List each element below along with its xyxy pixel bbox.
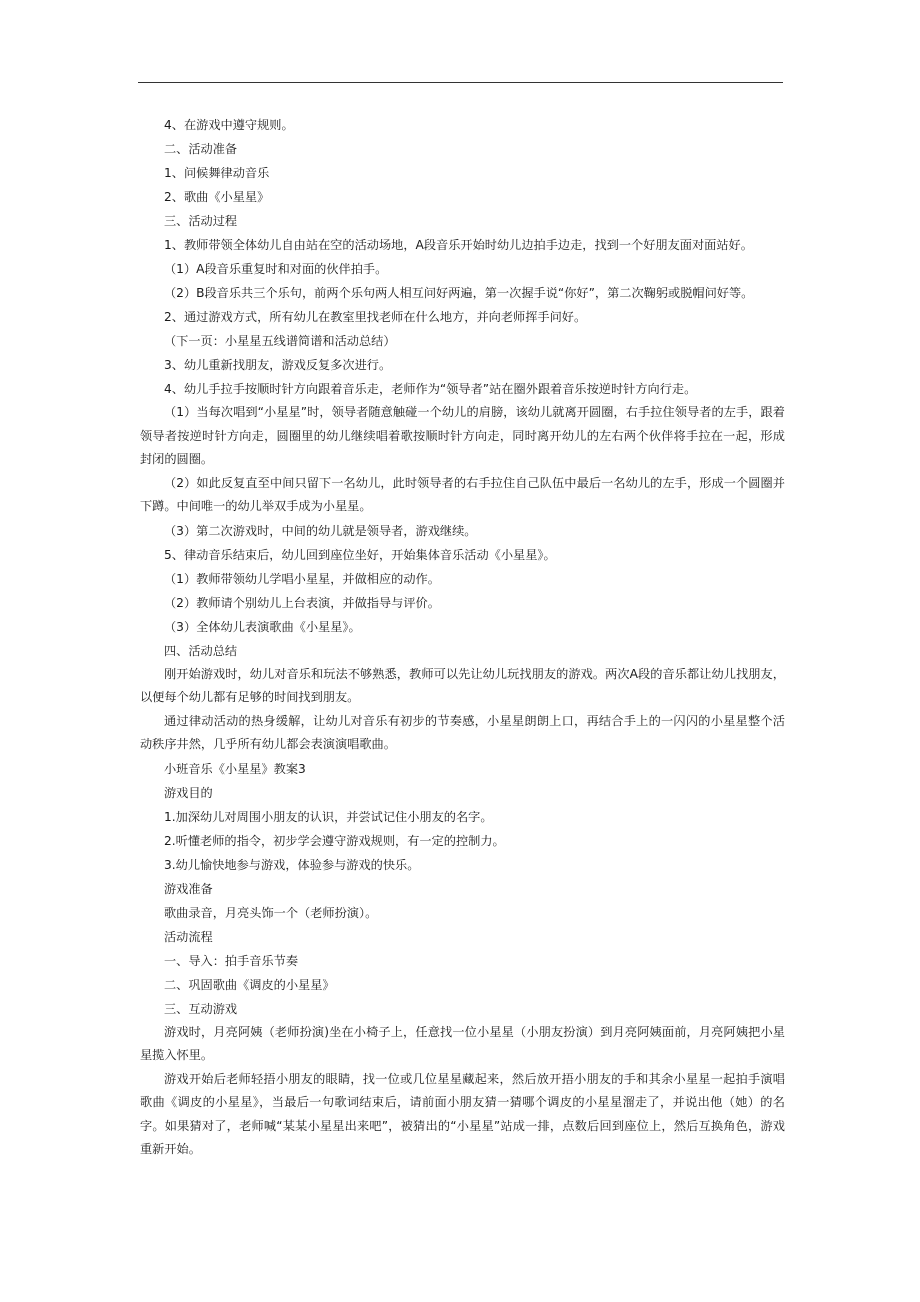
text-line: 游戏目的 xyxy=(164,785,213,800)
text-line: 三、互动游戏 xyxy=(164,1001,238,1016)
text-line: 2.听懂老师的指令，初步学会遵守游戏规则，有一定的控制力。 xyxy=(164,833,505,848)
text-line: 3.幼儿愉快地参与游戏，体验参与游戏的快乐。 xyxy=(164,857,420,872)
text-line: （1）A段音乐重复时和对面的伙伴拍手。 xyxy=(164,262,388,276)
text-line: 二、活动准备 xyxy=(164,142,238,156)
text-line: 一、导入：拍手音乐节奏 xyxy=(164,953,299,968)
paragraph: （2）如此反复直至中间只留下一名幼儿，此时领导者的右手拉住自己队伍中最后一名幼儿的左手，形成一个圆圈并下蹲。中间唯一的幼儿举双手成为小星星。 xyxy=(140,475,785,513)
text-line: 3、幼儿重新找朋友，游戏反复多次进行。 xyxy=(164,358,392,372)
header-rule xyxy=(138,82,783,83)
text-line: 4、在游戏中遵守规则。 xyxy=(164,118,294,132)
text-line: 4、幼儿手拉手按顺时针方向跟着音乐走，老师作为“领导者”站在圈外跟着音乐按逆时针方向行走。 xyxy=(164,382,697,396)
text-line: 5、律动音乐结束后，幼儿回到座位坐好，开始集体音乐活动《小星星》。 xyxy=(164,547,556,562)
text-line: （3）第二次游戏时，中间的幼儿就是领导者，游戏继续。 xyxy=(164,523,477,538)
paragraph: 刚开始游戏时，幼儿对音乐和玩法不够熟悉，教师可以先让幼儿玩找朋友的游戏。两次A段的音乐都让幼儿找朋友，以便每个幼儿都有足够的时间找到朋友。 xyxy=(140,666,785,704)
text-line: （3）全体幼儿表演歌曲《小星星》。 xyxy=(164,619,361,634)
text-line: （下一页：小星星五线谱简谱和活动总结） xyxy=(164,334,396,348)
text-line: 1、教师带领全体幼儿自由站在空的活动场地，A段音乐开始时幼儿边拍手边走，找到一个好朋友面对面站好。 xyxy=(164,238,753,252)
text-line: （2）B段音乐共三个乐句，前两个乐句两人相互问好两遍，第一次握手说“你好”，第二次鞠躬或脱帽问好等。 xyxy=(164,286,754,300)
document-body xyxy=(140,113,785,1162)
paragraph: 游戏开始后老师轻捂小朋友的眼睛，找一位或几位星星藏起来，然后放开捂小朋友的手和其余小星星一起拍手演唱歌曲《调皮的小星星》，当最后一句歌词结束后，请前面小朋友猜一猜哪个调皮的小星星溜走了，并说出他（她）的名字。如果猜对了，老师喊“某某小星星出来吧”，被猜出的“小星星”站成一排，点数后回到座位上，然后互换角色，游戏重新开始。 xyxy=(140,1071,785,1156)
text-line: 活动流程 xyxy=(164,929,213,944)
text-line: 1、问候舞律动音乐 xyxy=(164,166,270,180)
text-line: 游戏准备 xyxy=(164,881,213,896)
paragraph: 通过律动活动的热身缓解，让幼儿对音乐有初步的节奏感，小星星朗朗上口，再结合手上的一闪闪的小星星整个活动秩序井然，几乎所有幼儿都会表演演唱歌曲。 xyxy=(140,713,785,751)
paragraph: （1）当每次唱到“小星星”时，领导者随意触碰一个幼儿的肩膀，该幼儿就离开圆圈，右手拉住领导者的左手，跟着领导者按逆时针方向走，圆圈里的幼儿继续唱着歌按顺时针方向走，同时离开幼儿的左右两个伙伴将手拉在一起，形成封闭的圆圈。 xyxy=(140,405,785,466)
text-line: 小班音乐《小星星》教案3 xyxy=(164,761,306,776)
text-line: （2）教师请个别幼儿上台表演，并做指导与评价。 xyxy=(164,595,440,610)
text-line: 歌曲录音，月亮头饰一个（老师扮演）。 xyxy=(164,905,378,920)
paragraph: 游戏时，月亮阿姨（老师扮演)坐在小椅子上，任意找一位小星星（小朋友扮演）到月亮阿姨面前，月亮阿姨把小星星揽入怀里。 xyxy=(140,1024,785,1062)
text-line: 2、通过游戏方式，所有幼儿在教室里找老师在什么地方，并向老师挥手问好。 xyxy=(164,310,587,324)
text-line: （1）教师带领幼儿学唱小星星，并做相应的动作。 xyxy=(164,571,440,586)
text-line: 四、活动总结 xyxy=(164,643,238,658)
text-line: 1.加深幼儿对周围小朋友的认识，并尝试记住小朋友的名字。 xyxy=(164,809,493,824)
text-line: 二、巩固歌曲《调皮的小星星》 xyxy=(164,977,335,992)
text-line: 三、活动过程 xyxy=(164,214,238,228)
text-line: 2、歌曲《小星星》 xyxy=(164,190,270,204)
